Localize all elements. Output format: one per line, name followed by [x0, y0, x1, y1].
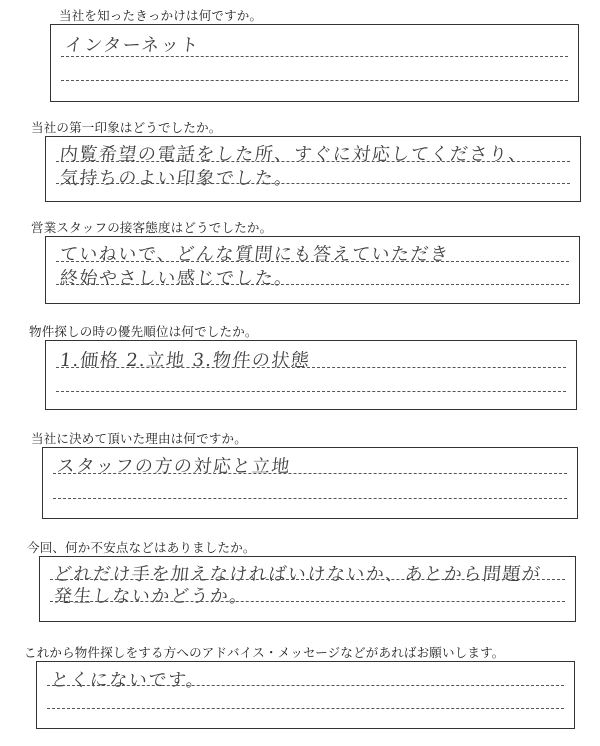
question-label: 当社に決めて頂いた理由は何ですか。 — [31, 431, 247, 446]
question-label: 営業スタッフの接客態度はどうでしたか。 — [31, 220, 273, 235]
answer-box — [45, 136, 581, 202]
dashed-rule — [61, 80, 568, 81]
answer-box — [36, 661, 575, 729]
dashed-rule — [47, 685, 564, 686]
dashed-rule — [56, 367, 566, 368]
answer-line-1: 1.価格 2.立地 3.物件の状態 — [58, 350, 312, 371]
dashed-rule — [47, 708, 564, 709]
answer-line-1: スタッフの方の対応と立地 — [55, 456, 292, 477]
answer-line-1: とくにないです。 — [49, 670, 207, 691]
dashed-rule — [56, 284, 569, 285]
answer-box — [42, 447, 578, 519]
question-label: 物件探しの時の優先順位は何でしたか。 — [29, 324, 258, 339]
dashed-rule — [61, 56, 568, 57]
dashed-rule — [56, 183, 570, 184]
dashed-rule — [53, 498, 567, 499]
answer-box — [45, 340, 577, 410]
answer-line-1: インターネット — [63, 35, 201, 56]
dashed-rule — [56, 391, 566, 392]
dashed-rule — [50, 579, 565, 580]
dashed-rule — [50, 601, 565, 602]
question-label: 当社を知ったきっかけは何ですか。 — [59, 8, 263, 23]
question-label: 今回、何か不安点などはありましたか。 — [27, 540, 256, 555]
answer-line-1: ていねいで、どんな質問にも答えていただき — [58, 244, 451, 265]
answer-box — [39, 556, 576, 622]
answer-box — [45, 236, 580, 304]
answer-line-2: 終始やさしい感じでした。 — [58, 268, 295, 289]
answer-line-1: どれだけ手を加えなければいけないか、あとから問題が — [52, 564, 543, 585]
answer-line-2: 気持ちのよい印象でした。 — [58, 168, 295, 189]
answer-box — [50, 24, 579, 102]
answer-line-1: 内覧希望の電話をした所、すぐに対応してくださり、 — [58, 144, 529, 165]
dashed-rule — [56, 261, 569, 262]
answer-line-2: 発生しないかどうか。 — [52, 586, 250, 607]
question-label: これから物件探しをする方へのアドバイス・メッセージなどがあればお願いします。 — [24, 645, 505, 660]
dashed-rule — [53, 473, 567, 474]
dashed-rule — [56, 161, 570, 162]
question-label: 当社の第一印象はどうでしたか。 — [31, 120, 222, 135]
